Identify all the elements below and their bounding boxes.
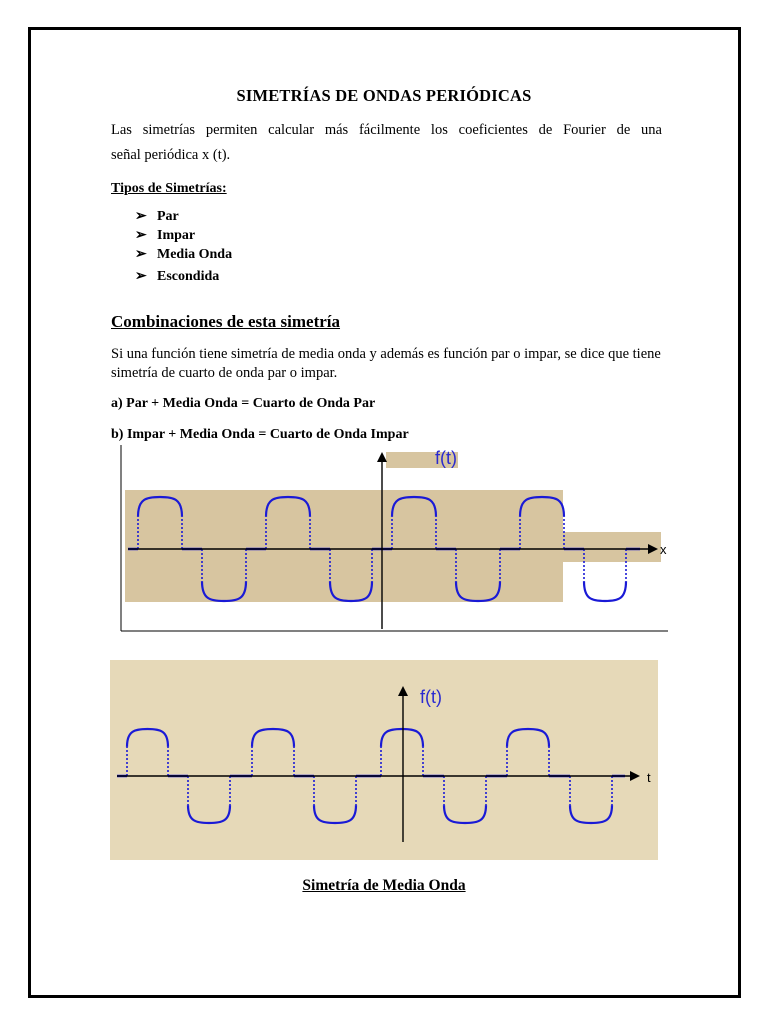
combinations-heading: Combinaciones de esta simetría [111, 312, 341, 331]
figure-1-x-label: x [660, 542, 667, 557]
figure-2-even-halfwave [110, 660, 658, 860]
bullet-arrow-icon: ➢ [135, 269, 147, 284]
wave-hump [584, 581, 626, 601]
rule-b-text: b) Impar + Media Onda = Cuarto de Onda Impar [111, 427, 409, 442]
bullet-arrow-icon: ➢ [135, 247, 147, 262]
bullet-arrow-icon: ➢ [135, 209, 147, 224]
figure-2-y-label: f(t) [420, 687, 442, 707]
intro-line-2: señal periódica x (t). [111, 147, 231, 163]
figure-1-odd-halfwave [121, 445, 668, 631]
figure-1-shaded-band-tail [563, 532, 661, 562]
document-title: SIMETRÍAS DE ONDAS PERIÓDICAS [236, 86, 532, 105]
figure-2-x-label: t [647, 770, 651, 785]
symmetry-type-label: Par [157, 208, 179, 224]
figure-1-shaded-band [125, 490, 563, 602]
combinations-paragraph: Si una función tiene simetría de media onda y además es función par o impar, se dice que tiene simetría de cuarto de onda par o impar. [111, 346, 661, 381]
bullet-arrow-icon: ➢ [135, 228, 147, 243]
symmetry-type-label: Impar [157, 227, 196, 243]
symmetry-types-heading: Tipos de Simetrías: [111, 181, 227, 196]
symmetry-type-label: Media Onda [157, 246, 233, 262]
symmetry-type-label: Escondida [157, 268, 220, 284]
rule-a-text: a) Par + Media Onda = Cuarto de Onda Par [111, 396, 376, 411]
figure-caption: Simetría de Media Onda [302, 877, 466, 894]
figure-1-y-label: f(t) [435, 448, 457, 468]
intro-line-1: Las simetrías permiten calcular más fácilmente los coeficientes de Fourier de una [111, 122, 662, 138]
figure-2-panel [110, 660, 658, 860]
